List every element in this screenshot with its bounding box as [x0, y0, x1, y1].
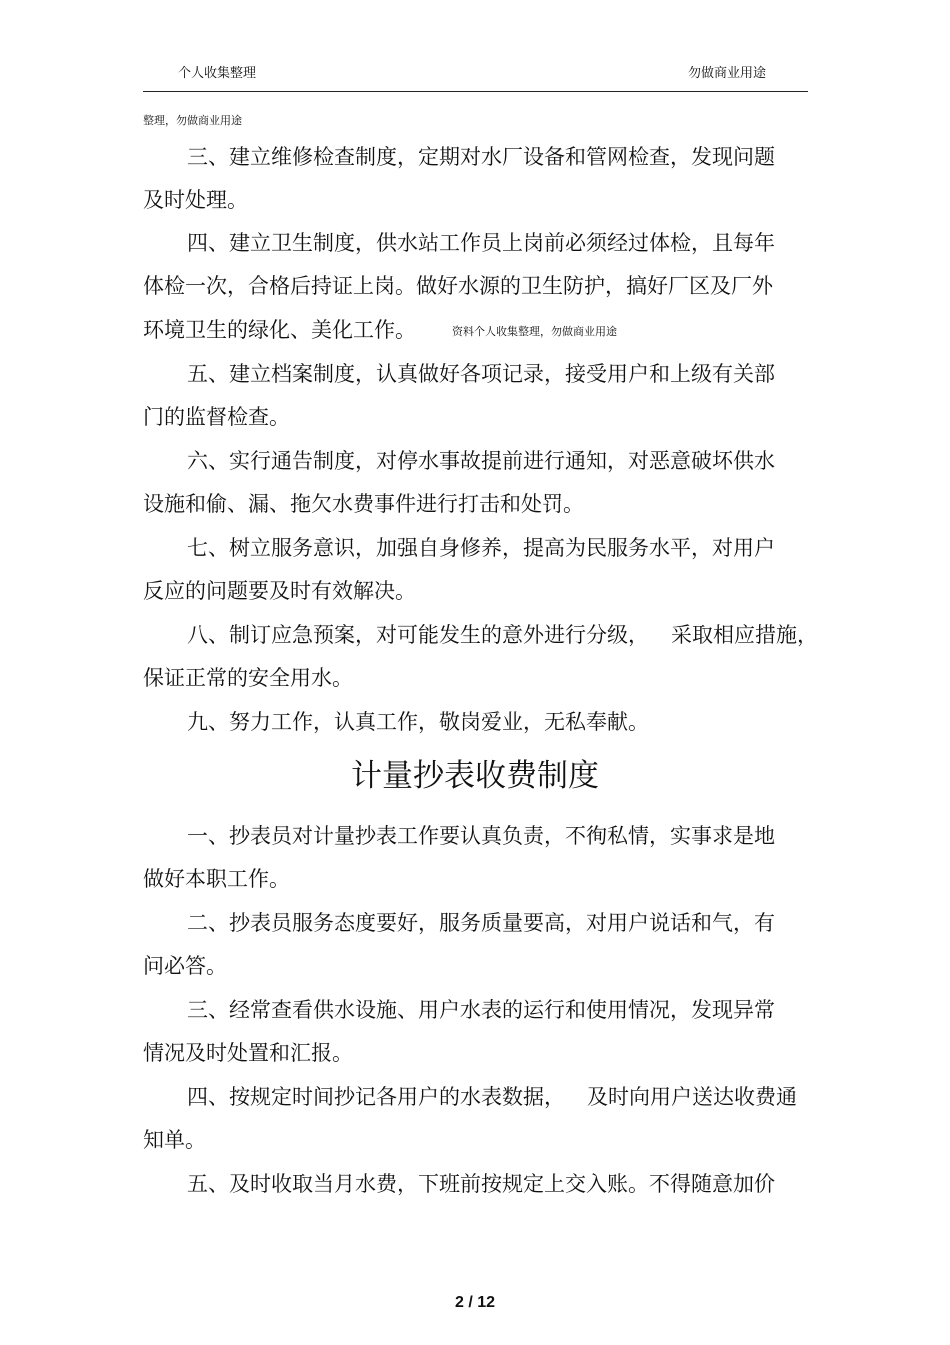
paragraph-line: 四、建立卫生制度，供水站工作员上岗前必须经过体检，且每年 — [187, 231, 775, 255]
paragraph-line: 门的监督检查。 — [143, 405, 290, 429]
paragraph-line: 及时处理。 — [143, 188, 248, 212]
paragraph-text: 环境卫生的绿化、美化工作。 — [143, 318, 416, 342]
paragraph-line: 体检一次，合格后持证上岗。做好水源的卫生防护，搞好厂区及厂外 — [143, 274, 773, 298]
paragraph-line: 七、树立服务意识，加强自身修养，提高为民服务水平，对用户 — [187, 536, 775, 560]
paragraph-line-with-gap — [187, 1083, 797, 1111]
header-divider — [143, 91, 808, 92]
paragraph-line: 五、及时收取当月水费，下班前按规定上交入账。不得随意加价 — [187, 1172, 775, 1196]
paragraph-text: 四、按规定时间抄记各用户的水表数据， — [187, 1085, 565, 1109]
paragraph-line: 三、经常查看供水设施、用户水表的运行和使用情况，发现异常 — [187, 998, 775, 1022]
paragraph-line: 二、抄表员服务态度要好，服务质量要高，对用户说话和气，有 — [187, 911, 775, 935]
paragraph-line: 保证正常的安全用水。 — [143, 666, 353, 690]
paragraph-text: 采取相应措施， — [671, 623, 818, 647]
paragraph-line: 设施和偷、漏、拖欠水费事件进行打击和处罚。 — [143, 492, 584, 516]
paragraph-line: 问必答。 — [143, 954, 227, 978]
paragraph-line: 情况及时处置和汇报。 — [143, 1041, 353, 1065]
paragraph-line: 做好本职工作。 — [143, 867, 290, 891]
header-right-text: 勿做商业用途 — [688, 66, 767, 81]
inline-note: 资料个人收集整理，勿做商业用途 — [452, 324, 617, 338]
paragraph-line-with-gap — [187, 621, 818, 649]
paragraph-text: 及时向用户送达收费通 — [587, 1085, 797, 1109]
section-title: 计量抄表收费制度 — [351, 758, 599, 794]
paragraph-line: 反应的问题要及时有效解决。 — [143, 579, 416, 603]
paragraph-text: 八、制订应急预案，对可能发生的意外进行分级， — [187, 623, 649, 647]
paragraph-line: 三、建立维修检查制度，定期对水厂设备和管网检查，发现问题 — [187, 145, 775, 169]
paragraph-line-with-note — [143, 316, 617, 344]
top-note: 整理，勿做商业用途 — [143, 114, 242, 127]
paragraph-line: 六、实行通告制度，对停水事故提前进行通知，对恶意破坏供水 — [187, 449, 775, 473]
paragraph-line: 一、抄表员对计量抄表工作要认真负责，不徇私情，实事求是地 — [187, 824, 775, 848]
paragraph-line: 九、努力工作，认真工作，敬岗爱业，无私奉献。 — [187, 710, 649, 734]
paragraph-line: 五、建立档案制度，认真做好各项记录，接受用户和上级有关部 — [187, 362, 775, 386]
page-number: 2 / 12 — [454, 1294, 496, 1311]
header-left-text: 个人收集整理 — [178, 66, 257, 81]
paragraph-line: 知单。 — [143, 1128, 206, 1152]
